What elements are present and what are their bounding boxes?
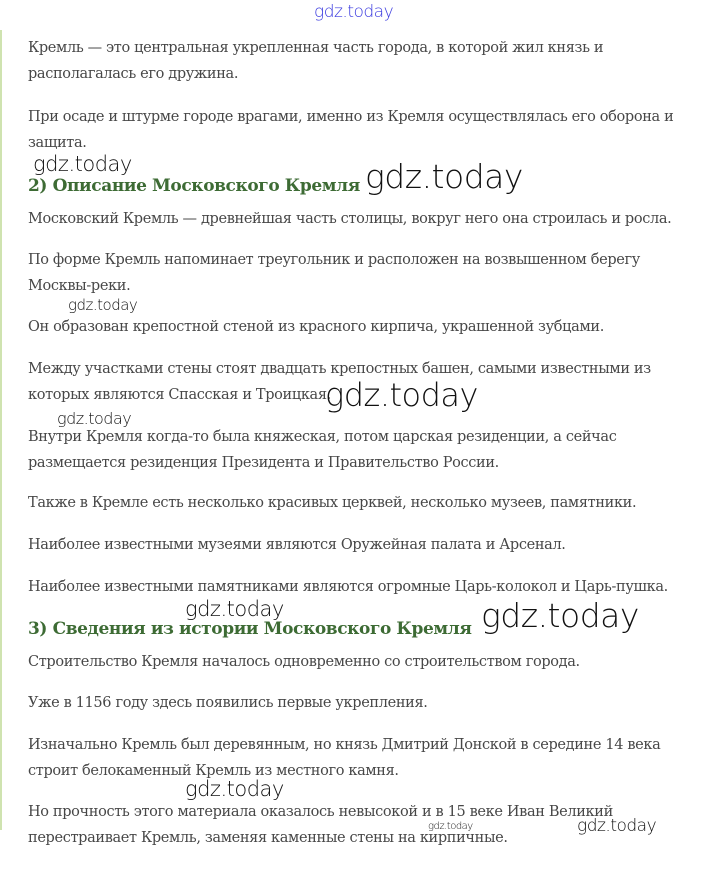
watermark: gdz.today <box>481 596 639 635</box>
text-line: По форме Кремль напоминает треугольник и расположен на возвышенном берегу <box>28 252 640 268</box>
text-line: Изначально Кремль был деревянным, но князь Дмитрий Донской в середине 14 века <box>28 737 661 753</box>
paragraph <box>28 424 616 476</box>
text-line: Внутри Кремля когда-то была княжеская, потом царская резиденции, а сейчас <box>28 429 617 445</box>
text-line: Он образован крепостной стеной из красного кирпича, украшенной зубцами. <box>28 319 604 335</box>
text-line: Но прочность этого материала оказалось невысокой и в 15 веке Иван Великий <box>28 804 613 820</box>
watermark: gdz.today <box>577 816 657 836</box>
text-line: располагалась его дружина. <box>28 66 239 82</box>
watermark: gdz.today <box>68 296 138 314</box>
watermark: gdz.today <box>57 409 132 428</box>
watermark: gdz.today <box>314 2 394 22</box>
text-line: Строительство Кремля началось одновременно со строительством города. <box>28 654 580 670</box>
watermark: gdz.today <box>428 821 473 832</box>
text-line: При осаде и штурме городе врагами, именно из Кремля осуществлялась его оборона и <box>28 109 674 125</box>
text-line: Наиболее известными памятниками являются огромные Царь-колокол и Царь-пушка. <box>28 579 668 595</box>
paragraph <box>28 247 640 299</box>
watermark: gdz.today <box>33 152 132 176</box>
watermark: gdz.today <box>185 777 284 801</box>
section-heading: 2) Описание Московского Кремля <box>28 176 360 196</box>
text-line: перестраивает Кремль, заменяя каменные стены на кирпичные. <box>28 830 508 846</box>
paragraph <box>28 732 660 784</box>
text-line: Между участками стены стоят двадцать крепостных башен, самыми известными из <box>28 361 651 377</box>
paragraph <box>28 490 636 516</box>
watermark: gdz.today <box>365 157 523 196</box>
text-line: защита. <box>28 135 87 151</box>
section-heading: 3) Сведения из истории Московского Кремля <box>28 619 472 639</box>
paragraph <box>28 649 580 675</box>
page-edge <box>0 30 2 830</box>
paragraph <box>28 104 673 156</box>
text-line: которых являются Спасская и Троицкая. <box>28 387 331 403</box>
text-line: строит белокаменный Кремль из местного камня. <box>28 763 399 779</box>
paragraph <box>28 314 604 340</box>
text-line: Уже в 1156 году здесь появились первые укрепления. <box>28 695 428 711</box>
paragraph <box>28 206 671 232</box>
text-line: Москвы-реки. <box>28 278 131 294</box>
text-line: размещается резиденция Президента и Правительство России. <box>28 455 499 471</box>
watermark: gdz.today <box>185 597 284 621</box>
text-line: Также в Кремле есть несколько красивых церквей, несколько музеев, памятники. <box>28 495 637 511</box>
text-line: Московский Кремль — древнейшая часть столицы, вокруг него она строилась и росла. <box>28 211 672 227</box>
paragraph <box>28 35 603 87</box>
paragraph <box>28 799 613 851</box>
paragraph <box>28 532 566 558</box>
watermark: gdz.today <box>325 376 478 414</box>
text-line: Кремль — это центральная укрепленная часть города, в которой жил князь и <box>28 40 604 56</box>
paragraph <box>28 690 428 716</box>
text-line: Наиболее известными музеями являются Оружейная палата и Арсенал. <box>28 537 566 553</box>
